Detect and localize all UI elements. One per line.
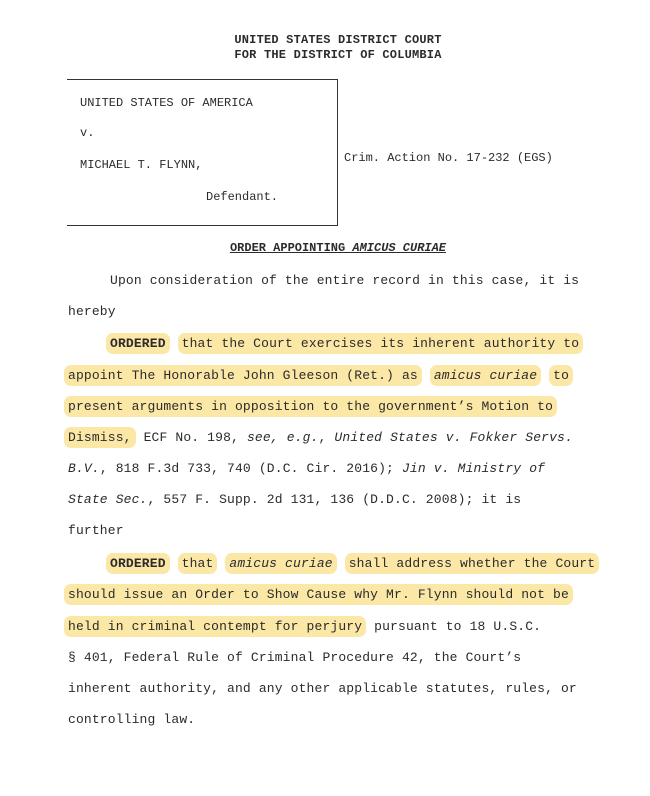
para2-line3-highlight: present arguments in opposition to the government’s Motion to <box>64 396 557 417</box>
para3-amicus: amicus curiae <box>229 556 333 571</box>
para2-line4-highlight: Dismiss, <box>64 427 136 448</box>
para3-line3 <box>64 619 541 634</box>
para2-case-bv: B.V. <box>68 461 100 476</box>
para3-line6: controlling law. <box>68 712 196 727</box>
ordered-label: ORDERED <box>106 333 170 354</box>
court-name-line2: FOR THE DISTRICT OF COLUMBIA <box>234 48 442 62</box>
court-name-line1: UNITED STATES DISTRICT COURT <box>234 33 442 47</box>
para2-line5 <box>68 461 545 476</box>
para2-line1-highlight: that the Court exercises its inherent authority to <box>178 333 584 354</box>
para2-line2-highlight-a: appoint The Honorable John Gleeson (Ret.) as <box>64 365 422 386</box>
ordered-label-2: ORDERED <box>106 553 170 574</box>
para2-case-jin: Jin v. Ministry of <box>401 461 546 476</box>
para3-line1-highlight: shall address whether the Court <box>345 553 600 574</box>
case-number: Crim. Action No. 17-232 (EGS) <box>344 151 553 165</box>
para3-line5: inherent authority, and any other applicable statutes, rules, or <box>68 681 577 696</box>
para1-line2: hereby <box>68 304 116 319</box>
para3-line1 <box>106 556 599 571</box>
para3-line2 <box>64 587 573 602</box>
para2-line2-highlight-b: to <box>549 365 573 386</box>
para2-case-statesec: State Sec. <box>68 492 148 507</box>
para2-amicus-highlight <box>430 365 541 386</box>
para2-line1 <box>106 336 583 351</box>
para3-that: that <box>178 553 218 574</box>
para3-line3-rest: pursuant to 18 U.S.C. <box>366 619 542 634</box>
para2-line5-a: , 818 F.3d 733, 740 (D.C. Cir. 2016); <box>99 461 402 476</box>
para3-line2-highlight: should issue an Order to Show Cause why Mr. Flynn should not be <box>64 584 573 605</box>
para2-line4-a: ECF No. 198, <box>135 430 247 445</box>
plaintiff-name: UNITED STATES OF AMERICA <box>80 96 253 110</box>
para2-line6 <box>68 492 521 507</box>
defendant-role: Defendant. <box>206 190 279 204</box>
case-caption-box <box>67 79 338 226</box>
para1-line1: Upon consideration of the entire record in this case, it is <box>110 273 580 288</box>
para3-line4: § 401, Federal Rule of Criminal Procedure 42, the Court’s <box>68 650 522 665</box>
para2-see: see, e.g. <box>246 430 319 445</box>
para2-line3 <box>64 399 557 414</box>
versus-text: v. <box>80 126 95 140</box>
para2-line4-b: , <box>318 430 335 445</box>
para3-amicus-highlight <box>225 553 336 574</box>
para2-line6-a: , 557 F. Supp. 2d 131, 136 (D.D.C. 2008); it is <box>147 492 522 507</box>
para2-line7: further <box>68 523 124 538</box>
para2-case-fokker: United States v. Fokker Servs. <box>334 430 573 445</box>
para3-line3-highlight: held in criminal contempt for perjury <box>64 616 366 637</box>
defendant-name: MICHAEL T. FLYNN, <box>80 158 203 172</box>
order-title <box>0 241 650 255</box>
para2-line2 <box>64 368 573 383</box>
para2-line4 <box>64 430 573 445</box>
order-title-italic: AMICUS CURIAE <box>352 241 447 255</box>
para2-amicus: amicus curiae <box>433 368 538 383</box>
order-title-prefix: ORDER APPOINTING <box>229 241 353 255</box>
